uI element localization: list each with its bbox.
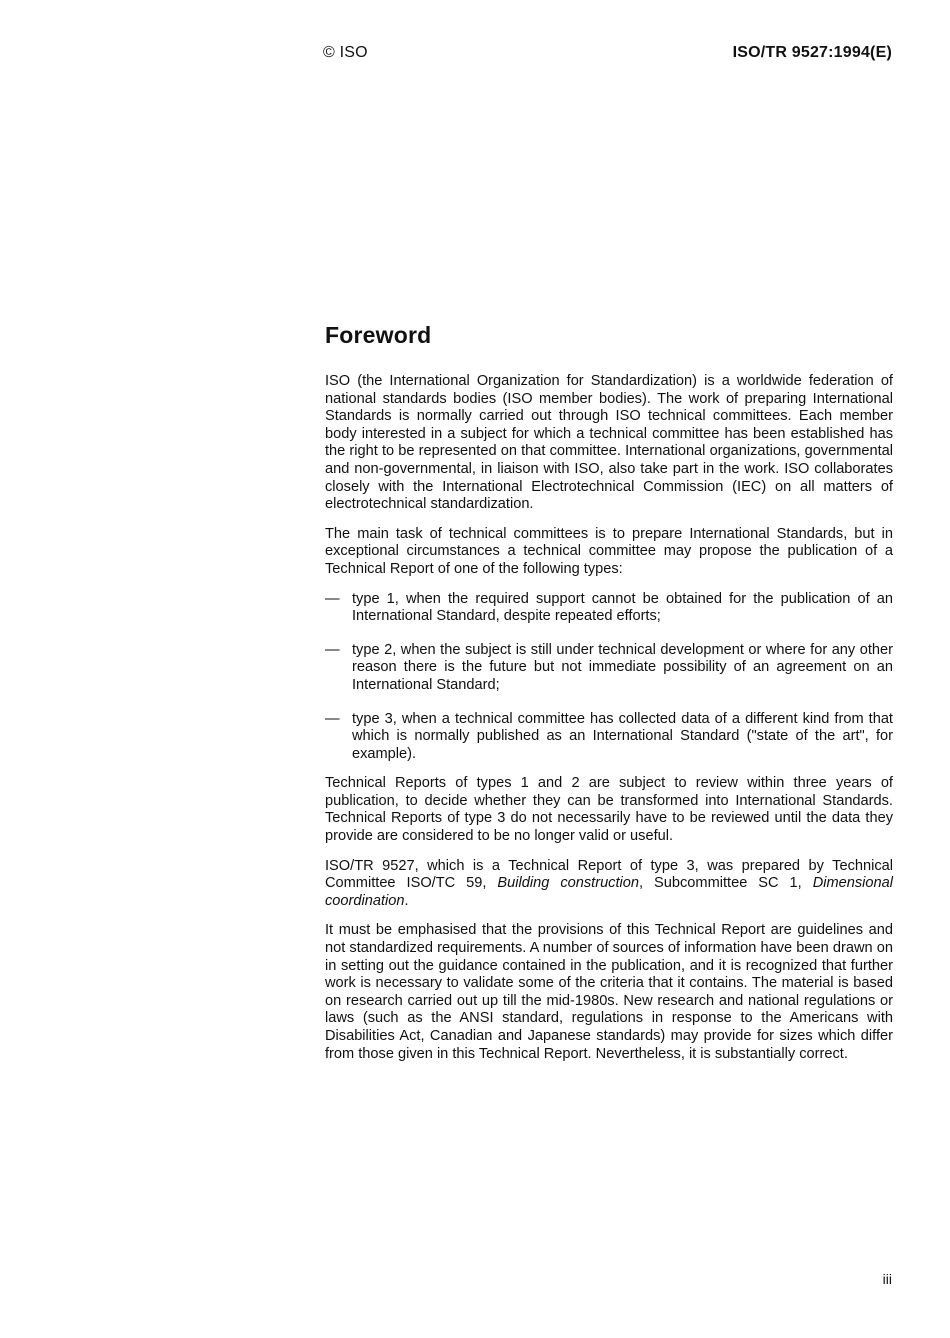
preparation-text: ISO/TR 9527, which is a Technical Report of type 3, was prepared by Technical Committee ISO/TC 59, — [325, 857, 893, 892]
paragraph-iso-intro: ISO (the International Organization for Standardization) is a worldwide federation of national standards bodies (ISO member bodies). The work of preparing International Standards is normally carried out through ISO technical committees. Each member body interested in a subject for which a technical committee has been established has the right to be represented on that committee. International organizations, governmental and non-governmental, in liaison with ISO, also take part in the work. ISO collaborates closely with the International Electrotechnical Commission (IEC) on all matters of electrotechnical standardization. — [325, 373, 893, 513]
committee-title: Building construction — [497, 875, 640, 892]
paragraph-main-task: The main task of technical committees is to prepare International Standards, but in exceptional circumstances a technical committee may propose the publication of a Technical Report of one of the following types: — [325, 525, 893, 577]
list-item-type-1 — [325, 591, 893, 626]
list-item-text: type 3, when a technical committee has collected data of a different kind from that which is normally published as an International Standard ("state of the art", for example). — [352, 710, 893, 762]
dash-bullet: — — [325, 641, 340, 658]
preparation-text-end: . — [404, 892, 409, 909]
paragraph-emphasis: It must be emphasised that the provisions of this Technical Report are guidelines and not standardized requirements. A number of sources of information have been drawn on in setting out the guidance contained in the publication, and it is recognized that further work is necessary to validate some of the criteria that it contains. The material is based on research carried out up till the mid-1980s. New research and national regulations or laws (such as the ANSI standard, regulations in response to the Americans with Disabilities Act, Canadian and Japanese standards) may provide for sizes which differ from those given in this Technical Report. Nevertheless, it is substantially correct. — [325, 922, 893, 1062]
header-copyright: © ISO — [323, 44, 368, 61]
dash-bullet: — — [325, 710, 340, 727]
paragraph-preparation — [325, 858, 893, 911]
header-document-id: ISO/TR 9527:1994(E) — [732, 44, 892, 61]
section-title: Foreword — [325, 322, 432, 348]
foreword-section — [325, 322, 893, 1075]
list-item-type-3 — [325, 711, 893, 764]
subcommittee-title: Dimensional coordination — [325, 875, 894, 909]
list-item-type-2 — [325, 642, 893, 695]
page-number: iii — [882, 1271, 892, 1287]
list-item-text: type 2, when the subject is still under technical development or where for any other reason there is the future but not immediate possibility of an agreement on an International Standard; — [352, 641, 893, 693]
report-types-list — [325, 591, 893, 764]
dash-bullet: — — [325, 590, 340, 607]
paragraph-review: Technical Reports of types 1 and 2 are subject to review within three years of publication, to decide whether they can be transformed into International Standards. Technical Reports of type 3 do not necessarily have to be reviewed until the data they provide are considered to be no longer valid or useful. — [325, 775, 893, 845]
list-item-text: type 1, when the required support cannot be obtained for the publication of an International Standard, despite repeated efforts; — [352, 590, 893, 625]
preparation-text-mid: , Subcommittee SC 1, — [639, 875, 813, 892]
